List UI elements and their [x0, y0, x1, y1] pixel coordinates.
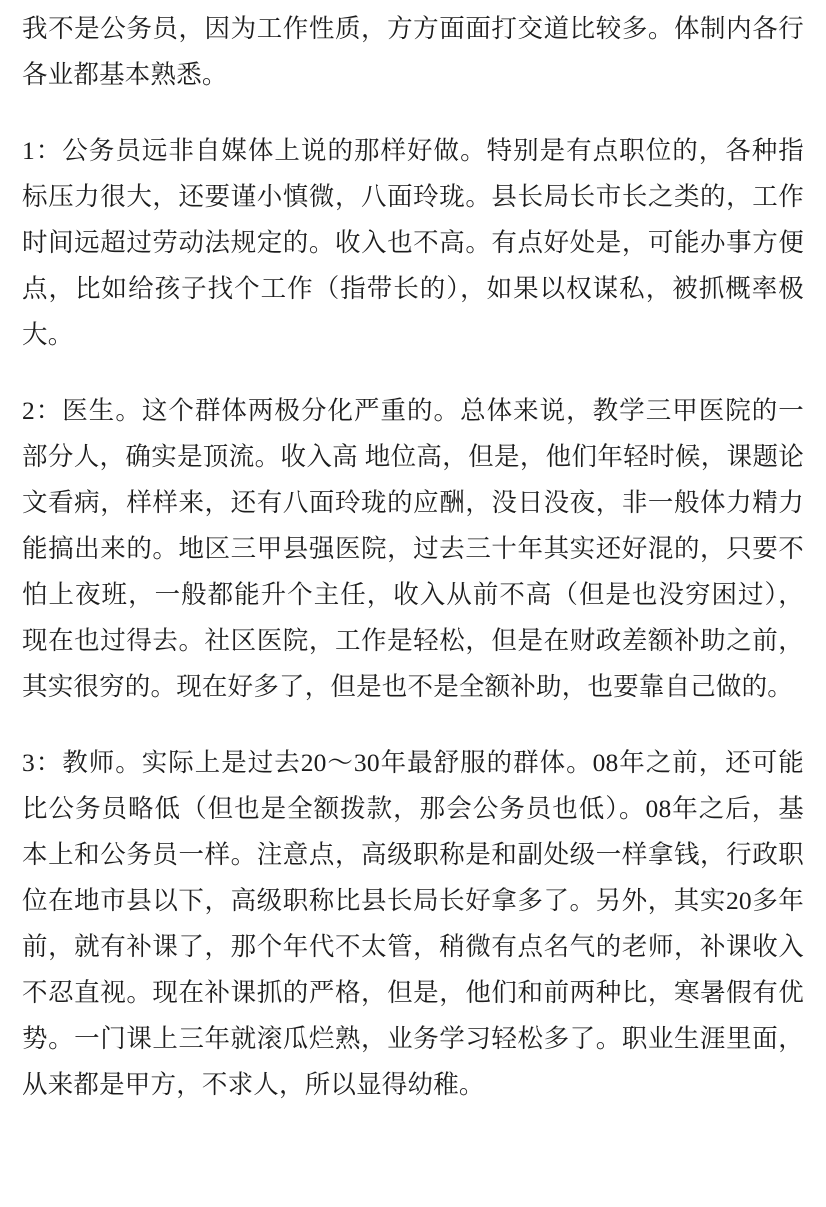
paragraph-item-1: 1：公务员远非自媒体上说的那样好做。特别是有点职位的，各种指标压力很大，还要谨小慎微，八面玲珑。县长局长市长之类的，工作时间远超过劳动法规定的。收入也不高。有点好处是，可能办事方便点，比如给孩子找个工作（指带长的），如果以权谋私，被抓概率极大。 — [22, 136, 804, 349]
paragraph-item-2: 2：医生。这个群体两极分化严重的。总体来说，教学三甲医院的一部分人，确实是顶流。收入高 地位高，但是，他们年轻时候，课题论文看病，样样来，还有八面玲珑的应酬，没日没夜，非一般体力精力能搞出来的。地区三甲县强医院，过去三十年其实还好混的，只要不怕上夜班，一般都能升个主任，收入从前不高（但是也没穷困过），现在也过得去。社区医院，工作是轻松，但是在财政差额补助之前，其实很穷的。现在好多了，但是也不是全额补助，也要靠自己做的。 — [22, 396, 804, 701]
paragraph-intro: 我不是公务员，因为工作性质，方方面面打交道比较多。体制内各行各业都基本熟悉。 — [22, 14, 804, 89]
paragraph-item-3: 3：教师。实际上是过去20～30年最舒服的群体。08年之前，还可能比公务员略低（但也是全额拨款，那会公务员也低）。08年之后，基本上和公务员一样。注意点，高级职称是和副处级一样拿钱，行政职位在地市县以下，高级职称比县长局长好拿多了。另外，其实20多年前，就有补课了，那个年代不太管，稍微有点名气的老师，补课收入不忍直视。现在补课抓的严格，但是，他们和前两种比，寒暑假有优势。一门课上三年就滚瓜烂熟，业务学习轻松多了。职业生涯里面，从来都是甲方，不求人，所以显得幼稚。 — [22, 748, 804, 1099]
